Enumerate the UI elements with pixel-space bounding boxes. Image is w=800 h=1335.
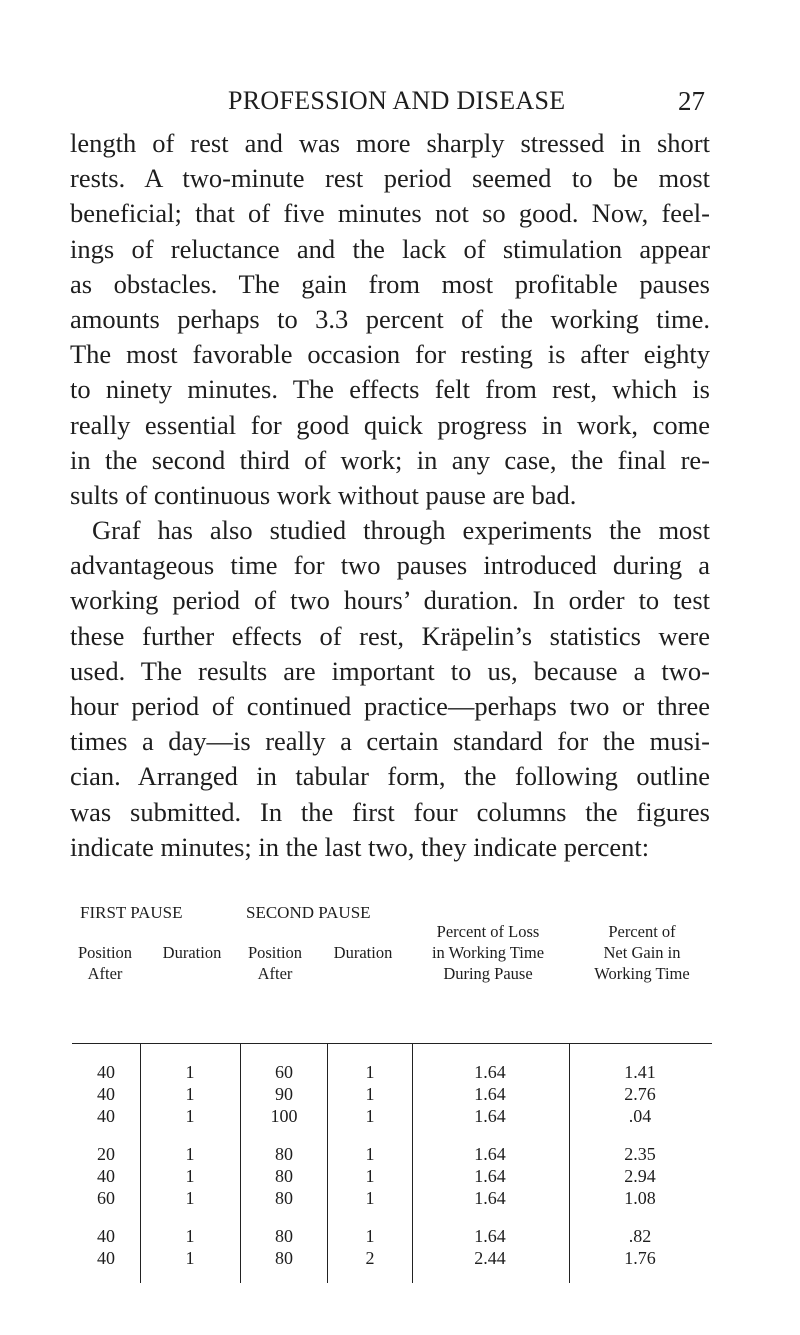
table-cell: 40 <box>97 1248 115 1268</box>
table-cell: 80 <box>275 1248 293 1268</box>
table-cell: 1.64 <box>474 1144 506 1164</box>
table-cell: 100 <box>270 1106 298 1126</box>
col-header-line: Net Gain in <box>603 943 681 962</box>
col-header-percent-loss <box>408 921 568 984</box>
table-cell: 1 <box>365 1084 375 1104</box>
table-cell: 90 <box>275 1084 293 1104</box>
col-header-line: Percent of Loss <box>436 922 540 941</box>
column-divider <box>412 1044 413 1283</box>
col-header-line: Duration <box>162 943 222 962</box>
col-header-line: in Working Time <box>431 943 545 962</box>
column-divider <box>240 1044 241 1283</box>
table-cell: 1 <box>185 1084 195 1104</box>
text-line: beneficial; that of five minutes not so good. Now, feel- <box>70 198 710 229</box>
table-cell: 1.64 <box>474 1106 506 1126</box>
text-line: Graf has also studied through experiments the most <box>92 515 710 546</box>
table-cell: 1 <box>185 1248 195 1268</box>
col-header-line: After <box>257 964 293 983</box>
text-line: length of rest and was more sharply stressed in short <box>70 128 710 158</box>
table-cell: 1 <box>365 1188 375 1208</box>
table-cell: 2.76 <box>624 1084 656 1104</box>
table-cell: 1.64 <box>474 1226 506 1246</box>
text-line: these further effects of rest, Kräpelin’s statistics were <box>70 620 710 651</box>
text-line: times a day—is really a certain standard for the musi- <box>70 726 710 757</box>
table-cell: 40 <box>97 1106 115 1126</box>
table-cell: 1.64 <box>474 1084 506 1104</box>
table-cell: 1 <box>365 1144 375 1164</box>
table-cell: 80 <box>275 1166 293 1186</box>
table-cell: 40 <box>97 1084 115 1104</box>
table-cell: 1 <box>365 1062 375 1082</box>
table-cell: 40 <box>97 1226 115 1246</box>
column-divider <box>569 1044 570 1283</box>
col-header-first-position <box>70 942 140 984</box>
text-line: really essential for good quick progress in work, come <box>70 409 710 440</box>
table-cell: 20 <box>97 1144 115 1164</box>
text-line: The most favorable occasion for resting is after eighty <box>70 339 710 370</box>
group-header-first-pause: FIRST PAUSE <box>80 903 183 922</box>
table-cell: 1 <box>185 1144 195 1164</box>
table-cell: 2 <box>365 1248 375 1268</box>
table-cell: 1.41 <box>624 1062 656 1082</box>
text-line: advantageous time for two pauses introduced during a <box>70 550 710 581</box>
group-header-second-pause: SECOND PAUSE <box>246 903 371 922</box>
body-text <box>70 126 710 865</box>
text-line: hour period of continued practice—perhaps two or three <box>70 691 710 721</box>
table-cell: 80 <box>275 1144 293 1164</box>
col-header-second-position <box>240 942 310 984</box>
col-header-line: Percent of <box>608 922 676 941</box>
text-line: in the second third of work; in any case, the final re- <box>70 444 710 475</box>
page-number: 27 <box>678 86 705 116</box>
text-line: indicate minutes; in the last two, they indicate percent: <box>70 831 650 862</box>
table-cell: 40 <box>97 1062 115 1082</box>
text-line: used. The results are important to us, because a two- <box>70 655 710 686</box>
text-line: working period of two hours’ duration. In order to test <box>70 585 710 616</box>
table-header <box>0 902 800 1032</box>
table-cell: 1.64 <box>474 1062 506 1082</box>
table-cell: 40 <box>97 1166 115 1186</box>
table-cell: 80 <box>275 1226 293 1246</box>
column-divider <box>327 1044 328 1283</box>
text-line: sults of continuous work without pause are bad. <box>70 479 577 510</box>
data-table <box>72 1043 712 1283</box>
text-line: was submitted. In the first four columns the figures <box>70 796 710 827</box>
table-cell: 1.64 <box>474 1188 506 1208</box>
col-header-second-duration <box>323 942 403 963</box>
running-header <box>0 86 800 126</box>
table-cell: 60 <box>275 1062 293 1082</box>
table-cell: 60 <box>97 1188 115 1208</box>
col-header-first-duration <box>152 942 232 963</box>
text-line: cian. Arranged in tabular form, the following outline <box>70 761 710 792</box>
text-line: rests. A two-minute rest period seemed to be most <box>70 163 710 194</box>
col-header-line: Duration <box>333 943 393 962</box>
col-header-line: During Pause <box>443 964 533 983</box>
table-cell: 2.44 <box>474 1248 506 1268</box>
text-line: amounts perhaps to 3.3 percent of the working time. <box>70 303 710 334</box>
table-cell: 1 <box>365 1106 375 1126</box>
text-line: to ninety minutes. The effects felt from rest, which is <box>70 374 710 405</box>
col-header-line: Position <box>77 943 133 962</box>
col-header-line: Working Time <box>594 964 690 983</box>
table-cell: 1 <box>365 1226 375 1246</box>
table-cell: 1 <box>365 1166 375 1186</box>
table-cell: 2.35 <box>624 1144 656 1164</box>
col-header-percent-gain <box>567 921 717 984</box>
text-line: ings of reluctance and the lack of stimulation appear <box>70 233 710 264</box>
table-cell: 1 <box>185 1106 195 1126</box>
table-cell: 1.64 <box>474 1166 506 1186</box>
table-cell: 2.94 <box>624 1166 656 1186</box>
table-cell: 1.76 <box>624 1248 656 1268</box>
table-cell: 1 <box>185 1226 195 1246</box>
table-cell: 80 <box>275 1188 293 1208</box>
table-cell: 1 <box>185 1062 195 1082</box>
table-cell: 1 <box>185 1166 195 1186</box>
table-cell: .82 <box>628 1226 652 1246</box>
table-cell: .04 <box>628 1106 652 1126</box>
text-line: as obstacles. The gain from most profitable pauses <box>70 268 710 299</box>
table-cell: 1 <box>185 1188 195 1208</box>
running-title: PROFESSION AND DISEASE <box>228 86 566 115</box>
col-header-line: Position <box>247 943 303 962</box>
col-header-line: After <box>87 964 123 983</box>
table-cell: 1.08 <box>624 1188 656 1208</box>
